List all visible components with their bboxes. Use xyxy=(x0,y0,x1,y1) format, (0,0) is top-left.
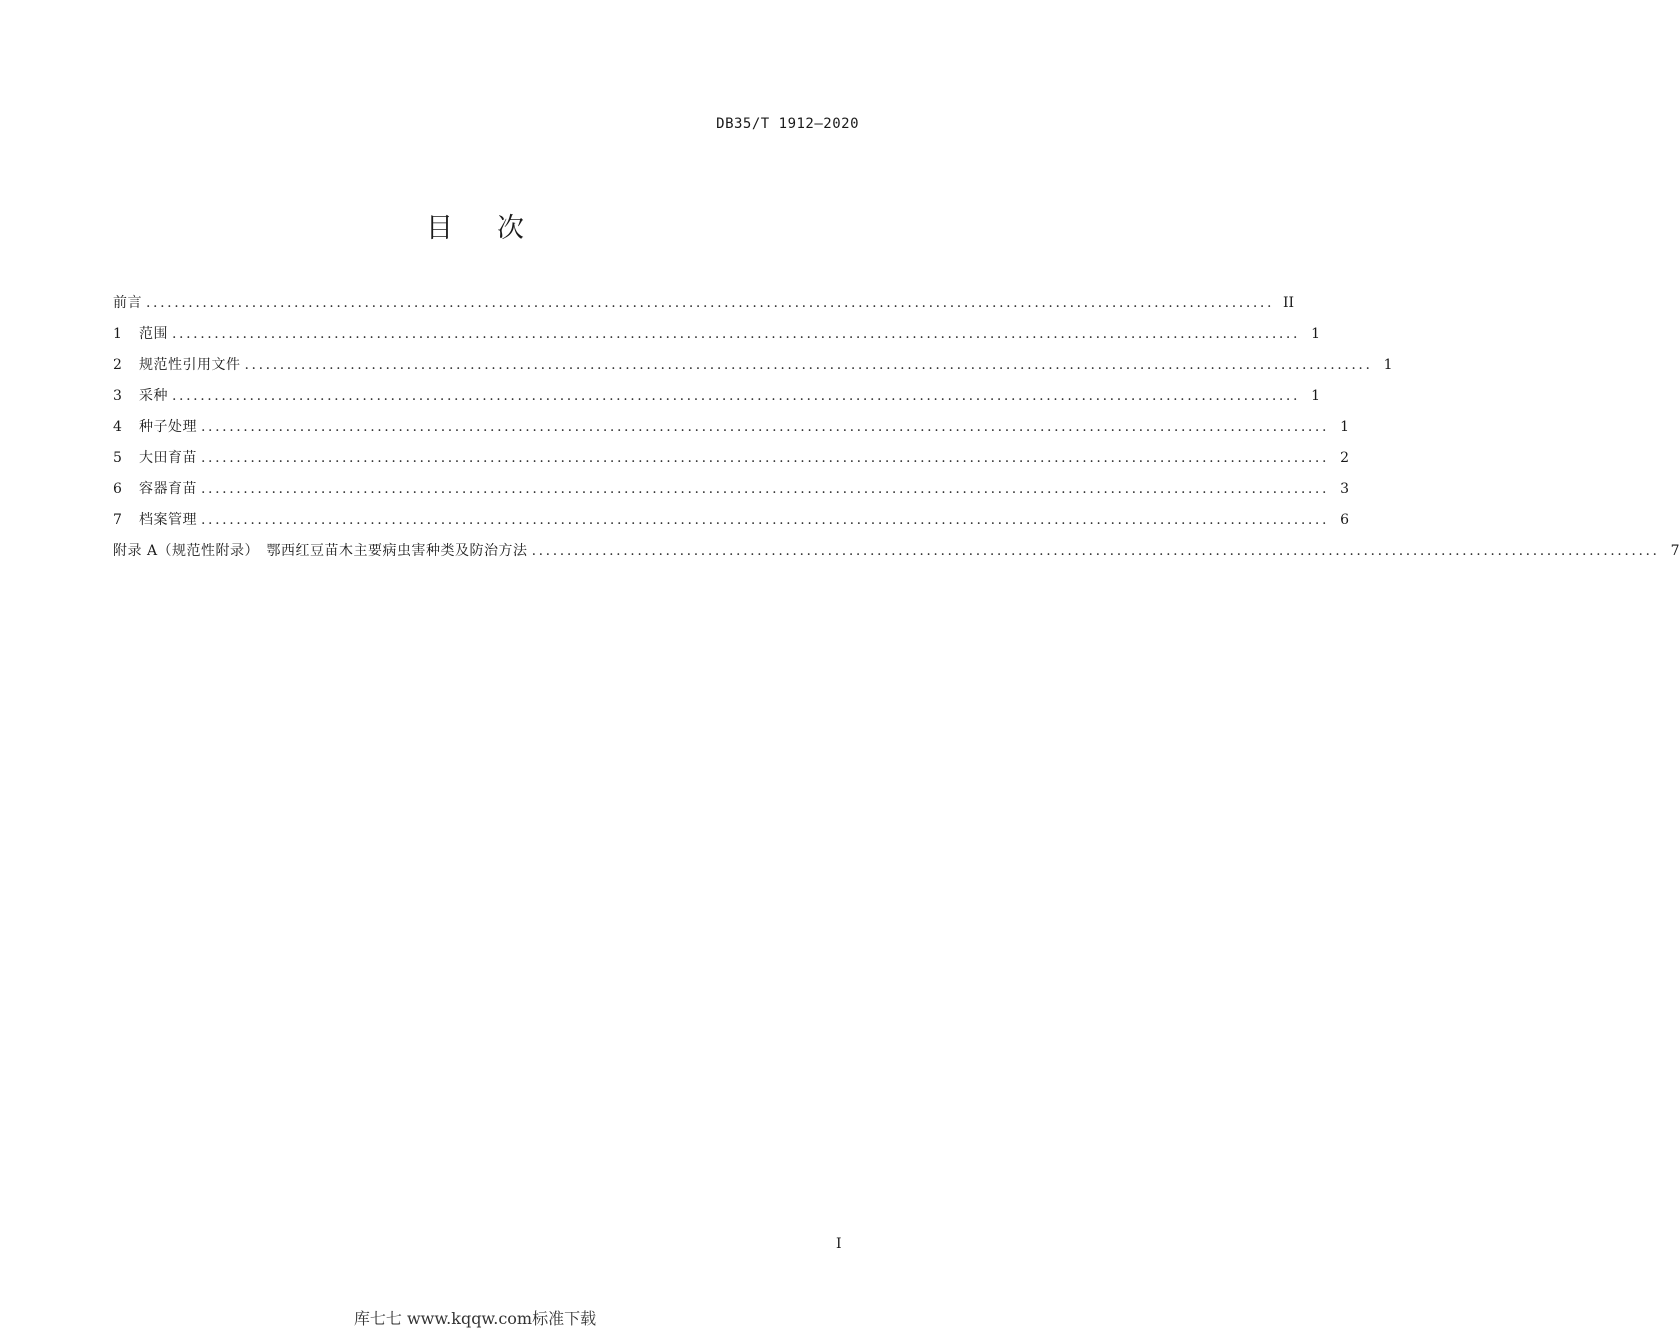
toc-dot-leader: ................................................................................................................................................................ xyxy=(201,449,1330,466)
toc-dot-leader: ................................................................................................................................................................ xyxy=(201,480,1330,497)
toc-dot-leader: ................................................................................................................................................................ xyxy=(201,511,1330,528)
toc-entry-number: 3 xyxy=(113,387,122,404)
toc-entry[interactable] xyxy=(113,380,1321,411)
toc-entry-title: 容器育苗 xyxy=(139,480,197,497)
toc-entry-title: 大田育苗 xyxy=(139,449,197,466)
toc-entry-number: 6 xyxy=(113,480,122,497)
toc-entry-page: 1 xyxy=(1383,356,1393,373)
toc-entry-page: 7 xyxy=(1670,542,1680,559)
toc-dot-leader: ................................................................................................................................................................ xyxy=(172,387,1301,404)
toc-entry-number: 5 xyxy=(113,449,122,466)
toc-entry-page: 1 xyxy=(1340,418,1350,435)
toc-entry[interactable] xyxy=(113,349,1393,380)
toc-entry-title: 前言 xyxy=(113,294,142,311)
table-of-contents xyxy=(113,287,1680,566)
document-code: DB35/T 1912—2020 xyxy=(716,116,859,132)
page-number: I xyxy=(836,1236,842,1252)
toc-dot-leader: ................................................................................................................................................................ xyxy=(531,542,1660,559)
toc-entry[interactable] xyxy=(113,287,1295,318)
toc-entry-title: 附录 A（规范性附录） 鄂西红豆苗木主要病虫害种类及防治方法 xyxy=(113,542,528,559)
toc-dot-leader: ................................................................................................................................................................ xyxy=(201,418,1330,435)
toc-entry[interactable] xyxy=(113,442,1350,473)
toc-entry[interactable] xyxy=(113,318,1321,349)
toc-entry[interactable] xyxy=(113,473,1350,504)
toc-entry-title: 档案管理 xyxy=(139,511,197,528)
toc-entry-page: 6 xyxy=(1340,511,1350,528)
toc-dot-leader: ................................................................................................................................................................ xyxy=(244,356,1373,373)
toc-title: 目次 xyxy=(426,213,568,244)
toc-entry-title: 种子处理 xyxy=(139,418,197,435)
watermark-text: 库七七 www.kqqw.com标准下载 xyxy=(353,1309,597,1328)
toc-entry-page: II xyxy=(1282,294,1295,311)
toc-entry[interactable] xyxy=(113,535,1680,566)
toc-dot-leader: ................................................................................................................................................................ xyxy=(172,325,1301,342)
toc-entry[interactable] xyxy=(113,411,1350,442)
toc-dot-leader: ................................................................................................................................................................ xyxy=(146,294,1275,311)
toc-entry-page: 1 xyxy=(1311,325,1321,342)
toc-entry-number: 1 xyxy=(113,325,122,342)
toc-entry-title: 采种 xyxy=(139,387,168,404)
toc-entry-number: 4 xyxy=(113,418,122,435)
toc-entry-page: 1 xyxy=(1311,387,1321,404)
toc-entry-number: 7 xyxy=(113,511,122,528)
toc-entry-page: 2 xyxy=(1340,449,1350,466)
toc-entry[interactable] xyxy=(113,504,1350,535)
toc-entry-title: 范围 xyxy=(139,325,168,342)
toc-entry-page: 3 xyxy=(1340,480,1350,497)
toc-entry-number: 2 xyxy=(113,356,122,373)
toc-entry-title: 规范性引用文件 xyxy=(139,356,241,373)
